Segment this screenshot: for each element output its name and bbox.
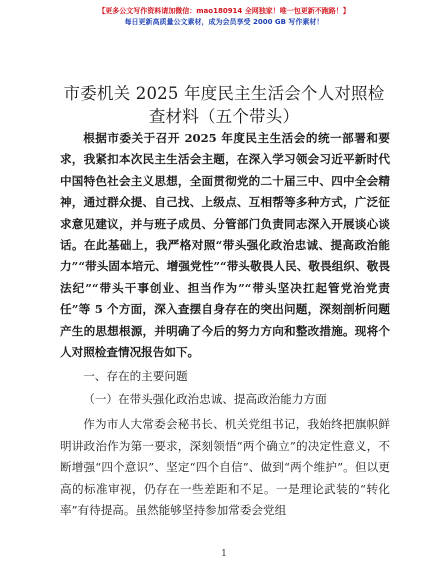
body-paragraph: 作为市人大常委会秘书长、机关党组书记，我始终把旗帜鲜明讲政治作为第一要求，深刻领悟“两个确立”的决定性意义，不断增强“四个意识”、坚定“四个自信”、做到“两个维护”。但以更高的标准审视，仍存在一些差距和不足。一是理论武装的“转化率”有待提高。虽然能够坚持参加常委会党组 [60,417,390,517]
header-banner [0,6,448,28]
intro-paragraph: 根据市委关于召开 2025 年度民主生活会的统一部署和要求，我紧扣本次民主生活会主题，在深入学习领会习近平新时代中国特色社会主义思想，全面贯彻党的二十届三中、四中全会精神，通过群众提、自己找、上级点、互相帮等多种方式，广泛征求意见建议，并与班子成员、分管部门负责同志深入开展谈心谈话。在此基础上，我严格对照“带头强化政治忠诚、提高政治能力”“带头固本培元、增强党性”“带头敬畏人民、敬畏组织、敬畏法纪”“带头干事创业、担当作为”“带头坚决扛起管党治党责任”等 5 个方面，深入查摆自身存在的突出问题，深刻剖析问题产生的思想根源，并明确了今后的努力方向和整改措施。现将个人对照检查情况报告如下。 [60,131,390,360]
document-body [60,128,390,521]
section-heading: 一、存在的主要问题 [83,369,188,384]
banner-line-1: 【更多公文写作资料请加微信：mao180914 全网独家！唯一包更新不跑路！】 [98,7,350,15]
subsection-heading: （一）在带头强化政治忠诚、提高政治能力方面 [83,391,327,406]
document-title: 市委机关 2025 年度民主生活会个人对照检查材料（五个带头） [63,84,385,126]
page-number: 1 [221,549,227,559]
banner-line-2: 每日更新高质量公文素材，成为会员享受 2000 GB 写作素材！ [124,18,324,26]
